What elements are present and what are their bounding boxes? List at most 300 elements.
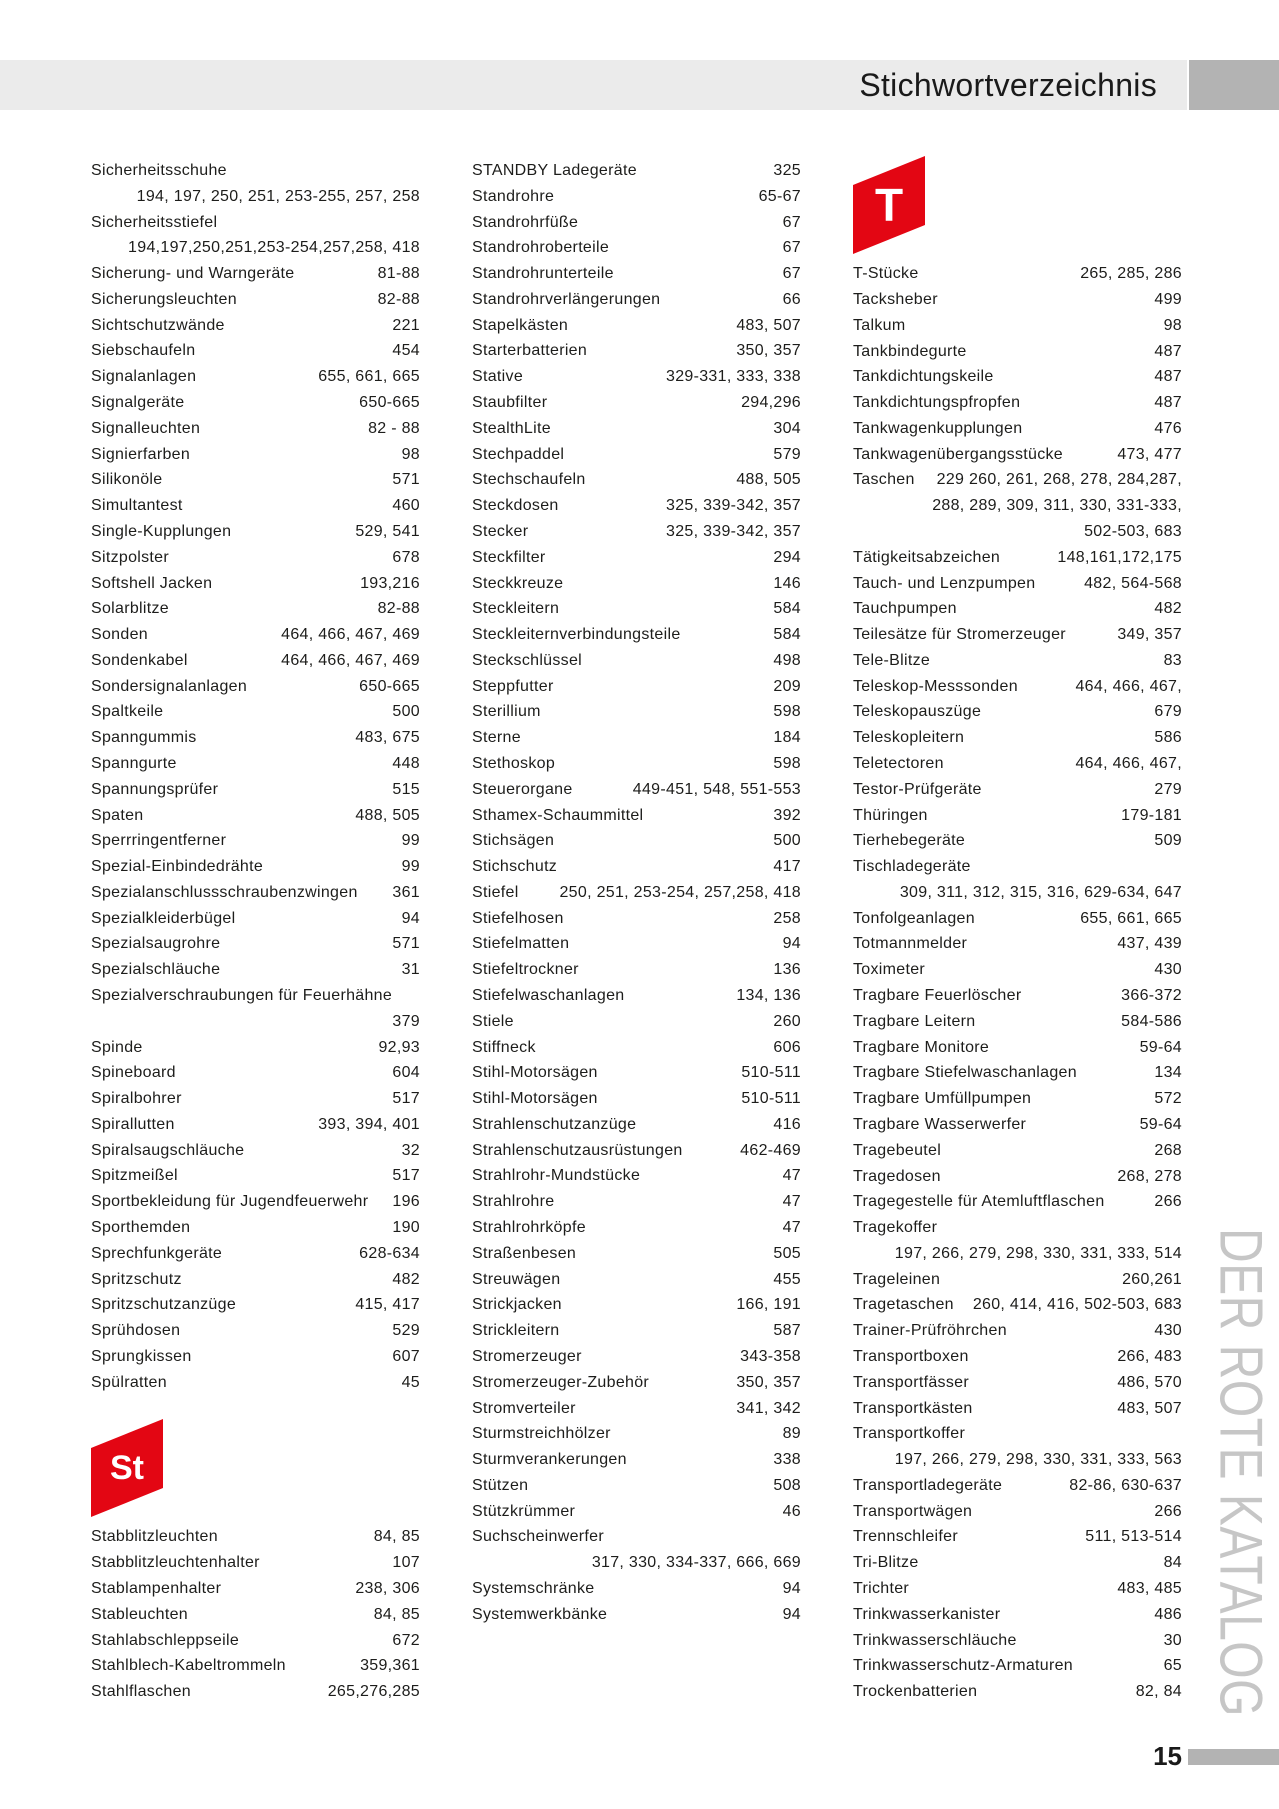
- index-entry: [472, 1396, 801, 1422]
- entry-pages: 487: [1154, 368, 1182, 386]
- index-entry: [853, 622, 1182, 648]
- index-entry: [853, 1576, 1182, 1602]
- entry-pages: 361: [392, 883, 420, 901]
- index-entry: [853, 339, 1182, 365]
- entry-pages: 67: [782, 213, 801, 231]
- index-entry: [853, 1499, 1182, 1525]
- entry-term: Sondersignalanlagen: [91, 677, 248, 695]
- entry-term: Tankbindegurte: [853, 342, 967, 360]
- entry-term: Stichsägen: [472, 832, 555, 850]
- entry-term: Spritzschutz: [91, 1270, 182, 1288]
- index-entry: [472, 1138, 801, 1164]
- entry-pages: 260, 414, 416, 502-503, 683: [972, 1296, 1182, 1314]
- entry-pages: 464, 466, 467,: [1075, 677, 1182, 695]
- entry-term: Spritzschutzanzüge: [91, 1296, 237, 1314]
- entry-term: Sonden: [91, 626, 148, 644]
- entry-pages: 430: [1154, 1322, 1182, 1340]
- entry-term: Transportfässer: [853, 1373, 969, 1391]
- entry-list-t: [853, 261, 1182, 1705]
- index-entry: [853, 1292, 1182, 1318]
- entry-pages: 672: [392, 1631, 420, 1649]
- entry-term: Transportwägen: [853, 1502, 973, 1520]
- index-entry: [853, 957, 1182, 983]
- index-entry: [853, 725, 1182, 751]
- entry-pages: 628-634: [359, 1244, 420, 1262]
- entry-pages: 448: [392, 754, 420, 772]
- entry-pages: 341, 342: [736, 1399, 801, 1417]
- entry-pages: 598: [773, 754, 801, 772]
- entry-pages: 194,197,250,251,253-254,257,258, 418: [128, 239, 420, 257]
- entry-pages: 587: [773, 1322, 801, 1340]
- entry-term: Streuwägen: [472, 1270, 561, 1288]
- entry-term: Siebschaufeln: [91, 342, 196, 360]
- entry-pages: 571: [392, 935, 420, 953]
- entry-term: Tri-Blitze: [853, 1554, 919, 1572]
- entry-term: Transportkoffer: [853, 1425, 966, 1443]
- index-entry: [853, 1602, 1182, 1628]
- entry-term: Stative: [472, 368, 524, 386]
- index-entry: [472, 622, 801, 648]
- index-entry: [472, 416, 801, 442]
- index-entry: [91, 983, 420, 1009]
- entry-term: Sitzpolster: [91, 548, 169, 566]
- index-entry: [853, 1086, 1182, 1112]
- entry-pages: 655, 661, 665: [318, 368, 420, 386]
- entry-pages: 515: [392, 780, 420, 798]
- entry-term: Tele-Blitze: [853, 651, 931, 669]
- entry-term: Spanngummis: [91, 729, 197, 747]
- index-entry: [853, 1628, 1182, 1654]
- entry-pages: 508: [773, 1476, 801, 1494]
- entry-pages: 499: [1154, 290, 1182, 308]
- index-entry: [91, 1086, 420, 1112]
- entry-pages: 83: [1163, 651, 1182, 669]
- entry-term: Starterbatterien: [472, 342, 588, 360]
- index-entry: [472, 1370, 801, 1396]
- entry-pages: 47: [782, 1167, 801, 1185]
- index-entry: [853, 854, 1182, 880]
- entry-pages: 98: [401, 445, 420, 463]
- entry-pages: 464, 466, 467, 469: [281, 651, 420, 669]
- index-entry: [853, 931, 1182, 957]
- entry-term: Steckfilter: [472, 548, 546, 566]
- entry-term: Totmannmelder: [853, 935, 968, 953]
- index-entry: [853, 261, 1182, 287]
- index-entry: [853, 313, 1182, 339]
- entry-pages: 136: [773, 961, 801, 979]
- entry-term: Spitzmeißel: [91, 1167, 178, 1185]
- index-entry: [472, 1163, 801, 1189]
- entry-term: Tragbare Feuerlöscher: [853, 987, 1022, 1005]
- index-entry: [91, 364, 420, 390]
- entry-term: Tragbare Wasserwerfer: [853, 1115, 1027, 1133]
- index-entry: [472, 596, 801, 622]
- entry-pages: 483, 675: [355, 729, 420, 747]
- entry-pages: 572: [1154, 1090, 1182, 1108]
- entry-term: Sprühdosen: [91, 1322, 181, 1340]
- entry-term: Systemwerkbänke: [472, 1605, 608, 1623]
- entry-pages: 59-64: [1139, 1115, 1182, 1133]
- entry-term: Stahlflaschen: [91, 1683, 191, 1701]
- entry-pages: 571: [392, 471, 420, 489]
- entry-term: Trageleinen: [853, 1270, 941, 1288]
- entry-term: Stiefelwaschanlagen: [472, 987, 625, 1004]
- entry-term: Standrohroberteile: [472, 239, 610, 257]
- entry-pages: 517: [392, 1090, 420, 1108]
- entry-pages: 279: [1154, 780, 1182, 798]
- entry-pages: 67: [782, 265, 801, 283]
- entry-term: Spiralbohrer: [91, 1090, 182, 1108]
- entry-pages: 464, 466, 467, 469: [281, 626, 420, 644]
- entry-pages: 288, 289, 309, 311, 330, 331-333,: [932, 497, 1182, 515]
- entry-term: Tierhebegeräte: [853, 832, 966, 850]
- entry-term: Sturmstreichhölzer: [472, 1425, 611, 1443]
- entry-pages: 650-665: [359, 677, 420, 695]
- footer-bar: [1188, 1749, 1279, 1765]
- entry-term: Steckleiternverbindungsteile: [472, 626, 681, 644]
- index-entry: [853, 1060, 1182, 1086]
- entry-pages: 325, 339-342, 357: [666, 522, 801, 540]
- index-entry: [91, 493, 420, 519]
- index-entry-continuation: [853, 1447, 1182, 1473]
- entry-term: Steckkreuze: [472, 574, 564, 592]
- entry-term: Stihl-Motorsägen: [472, 1090, 598, 1108]
- entry-pages: 350, 357: [736, 342, 801, 360]
- index-entry: [472, 338, 801, 364]
- entry-term: Teletectoren: [853, 755, 944, 772]
- index-entry: [91, 931, 420, 957]
- index-entry: [472, 777, 801, 803]
- entry-term: Tragbare Stiefelwaschanlagen: [853, 1064, 1077, 1082]
- entry-pages: 250, 251, 253-254, 257,258, 418: [559, 883, 801, 901]
- entry-pages: 679: [1154, 703, 1182, 721]
- index-entry-continuation: [472, 1550, 801, 1576]
- entry-term: Tragegestelle für Atemluftflaschen: [853, 1193, 1105, 1211]
- entry-pages: 92,93: [378, 1038, 420, 1056]
- entry-pages: 309, 311, 312, 315, 316, 629-634, 647: [899, 883, 1182, 901]
- entry-term: Stahlabschleppseile: [91, 1631, 240, 1649]
- entry-pages: 500: [392, 703, 420, 721]
- entry-term: Trinkwasserschutz-Armaturen: [853, 1657, 1074, 1675]
- entry-term: Straßenbesen: [472, 1244, 577, 1262]
- index-entry: [91, 957, 420, 983]
- entry-term: Teilesätze für Stromerzeuger: [853, 626, 1066, 644]
- index-entry: [853, 828, 1182, 854]
- entry-term: Strahlenschutzanzüge: [472, 1115, 637, 1133]
- index-entry: [91, 1679, 420, 1705]
- entry-term: Sicherungsleuchten: [91, 290, 237, 308]
- entry-term: Solarblitze: [91, 600, 170, 618]
- entry-term: Sterne: [472, 729, 521, 747]
- entry-term: Spineboard: [91, 1064, 176, 1082]
- entry-term: Stiffneck: [472, 1038, 536, 1056]
- entry-pages: 134: [1154, 1064, 1182, 1082]
- entry-term: Systemschränke: [472, 1579, 595, 1597]
- entry-term: Tragetaschen: [853, 1296, 954, 1314]
- entry-term: Stechpaddel: [472, 445, 565, 463]
- entry-term: Spezialanschlussschraubenzwingen: [91, 883, 358, 901]
- entry-term: Standrohrfüße: [472, 213, 579, 231]
- index-entry: [472, 287, 801, 313]
- entry-term: Tragebeutel: [853, 1141, 942, 1159]
- index-entry-continuation: [91, 235, 420, 261]
- index-entry: [853, 1344, 1182, 1370]
- entry-term: Sicherheitsstiefel: [91, 213, 218, 231]
- index-entry-continuation: [91, 184, 420, 210]
- entry-pages: 511, 513-514: [1085, 1528, 1182, 1546]
- index-entry: [472, 1112, 801, 1138]
- entry-term: Sthamex-Schaummittel: [472, 806, 644, 824]
- entry-term: Tankdichtungspfropfen: [853, 394, 1021, 412]
- index-entry: [472, 313, 801, 339]
- index-entry: [472, 235, 801, 261]
- index-entry: [853, 467, 1182, 493]
- index-entry: [91, 803, 420, 829]
- entry-term: Stromerzeuger-Zubehör: [472, 1373, 650, 1391]
- entry-term: Steckdosen: [472, 497, 559, 515]
- page-number: 15: [1153, 1741, 1182, 1771]
- entry-pages: 134, 136: [736, 987, 801, 1004]
- entry-pages: 268: [1154, 1141, 1182, 1159]
- entry-pages: 510-511: [741, 1064, 801, 1082]
- entry-pages: 190: [392, 1219, 420, 1237]
- entry-term: Strickjacken: [472, 1296, 562, 1314]
- index-entry: [91, 777, 420, 803]
- index-entry: [853, 1138, 1182, 1164]
- entry-term: Sicherheitsschuhe: [91, 162, 227, 179]
- index-entry: [91, 725, 420, 751]
- index-entry: [91, 1035, 420, 1061]
- entry-pages: 366-372: [1121, 987, 1182, 1005]
- index-entry: [472, 1447, 801, 1473]
- entry-term: Stethoskop: [472, 754, 556, 772]
- entry-pages: 460: [392, 497, 420, 515]
- index-entry: [472, 803, 801, 829]
- entry-term: T-Stücke: [853, 265, 919, 283]
- index-entry: [472, 751, 801, 777]
- entry-term: Strahlrohrköpfe: [472, 1219, 586, 1237]
- entry-term: Stableuchten: [91, 1605, 189, 1623]
- index-entry: [853, 648, 1182, 674]
- entry-pages: 66: [782, 290, 801, 308]
- entry-term: Standrohrunterteile: [472, 265, 614, 283]
- entry-pages: 166, 191: [736, 1296, 801, 1314]
- entry-pages: 146: [773, 574, 801, 592]
- index-entry: [91, 210, 420, 236]
- index-column-right: [853, 158, 1182, 1705]
- entry-term: Transportladegeräte: [853, 1476, 1003, 1494]
- entry-term: Spezialsaugrohre: [91, 935, 221, 953]
- entry-pages: 476: [1154, 419, 1182, 437]
- index-entry: [91, 390, 420, 416]
- entry-pages: 482: [1154, 600, 1182, 618]
- entry-term: Teleskopleitern: [853, 729, 965, 747]
- entry-pages: 266: [1154, 1193, 1182, 1211]
- entry-term: Single-Kupplungen: [91, 522, 232, 540]
- index-entry: [472, 1602, 801, 1628]
- entry-pages: 45: [401, 1373, 420, 1391]
- entry-pages: 184: [773, 729, 801, 747]
- entry-pages: 483, 507: [1117, 1399, 1182, 1417]
- section-badge-st: [91, 1396, 420, 1525]
- entry-pages: 604: [392, 1064, 420, 1082]
- entry-term: Spirallutten: [91, 1115, 175, 1133]
- entry-term: Steckleitern: [472, 600, 560, 618]
- entry-pages: 483, 507: [736, 316, 801, 334]
- index-entry: [91, 1060, 420, 1086]
- entry-pages: 482: [392, 1270, 420, 1288]
- index-entry: [91, 1215, 420, 1241]
- index-entry: [472, 1060, 801, 1086]
- index-entry: [853, 1396, 1182, 1422]
- entry-term: Sperrringentferner: [91, 832, 227, 850]
- index-entry: [853, 1370, 1182, 1396]
- entry-term: Toximeter: [853, 961, 926, 979]
- entry-term: Signalanlagen: [91, 368, 197, 386]
- entry-term: Steppfutter: [472, 677, 554, 695]
- entry-pages: 517: [392, 1167, 420, 1185]
- index-entry: [853, 1267, 1182, 1293]
- entry-term: Spannungsprüfer: [91, 780, 219, 798]
- index-entry: [472, 1499, 801, 1525]
- entry-term: Steuerorgane: [472, 780, 573, 798]
- entry-term: Stabblitzleuchten: [91, 1528, 218, 1546]
- entry-pages: 265,276,285: [327, 1683, 420, 1701]
- entry-pages: 584-586: [1121, 1012, 1182, 1030]
- index-entry: [472, 1524, 801, 1550]
- index-entry: [91, 313, 420, 339]
- index-entry: [91, 1112, 420, 1138]
- entry-term: Tauch- und Lenzpumpen: [853, 574, 1036, 592]
- entry-pages: 221: [392, 316, 420, 334]
- entry-term: Sicherung- und Warngeräte: [91, 265, 295, 283]
- entry-term: Tätigkeitsabzeichen: [853, 548, 1001, 566]
- entry-term: Stechschaufeln: [472, 471, 586, 489]
- index-entry: [91, 1292, 420, 1318]
- index-column-left: [91, 158, 420, 1705]
- entry-term: Strahlenschutzausrüstungen: [472, 1141, 683, 1159]
- entry-term: Spezialkleiderbügel: [91, 909, 236, 927]
- index-entry: [91, 261, 420, 287]
- index-entry: [472, 828, 801, 854]
- entry-term: Stützkrümmer: [472, 1502, 576, 1520]
- entry-pages: 47: [782, 1219, 801, 1237]
- entry-pages: 193,216: [360, 574, 420, 592]
- entry-term: Signierfarben: [91, 445, 191, 463]
- entry-pages: 498: [773, 651, 801, 669]
- entry-pages: 325: [773, 162, 801, 179]
- index-entry: [853, 1524, 1182, 1550]
- entry-pages: 31: [401, 961, 420, 979]
- entry-list-st-continued: [472, 158, 801, 1628]
- entry-term: Testor-Prüfgeräte: [853, 780, 982, 798]
- entry-pages: 415, 417: [355, 1296, 420, 1314]
- entry-term: Sturmverankerungen: [472, 1451, 627, 1469]
- entry-pages: 94: [782, 935, 801, 953]
- index-entry: [91, 1576, 420, 1602]
- index-entry: [91, 467, 420, 493]
- entry-pages: 197, 266, 279, 298, 330, 331, 333, 514: [894, 1244, 1182, 1262]
- entry-pages: 82 - 88: [368, 419, 420, 437]
- entry-pages: 500: [773, 832, 801, 850]
- index-entry: [91, 571, 420, 597]
- entry-pages: 89: [782, 1425, 801, 1443]
- entry-pages: 194, 197, 250, 251, 253-255, 257, 258: [136, 187, 420, 205]
- entry-pages: 82-86, 630-637: [1069, 1476, 1182, 1494]
- index-entry: [91, 1653, 420, 1679]
- entry-term: Stiefelhosen: [472, 909, 564, 927]
- entry-term: Teleskop-Messsonden: [853, 677, 1018, 695]
- entry-term: Silikonöle: [91, 471, 163, 489]
- entry-list-st: [91, 1524, 420, 1704]
- entry-pages: 82, 84: [1135, 1683, 1182, 1701]
- index-entry: [853, 803, 1182, 829]
- entry-list-s: [91, 158, 420, 1396]
- entry-pages: 238, 306: [355, 1580, 420, 1597]
- entry-term: Tonfolgeanlagen: [853, 909, 975, 927]
- index-entry: [91, 1550, 420, 1576]
- entry-term: Trichter: [853, 1580, 910, 1597]
- entry-pages: 84, 85: [373, 1605, 420, 1623]
- entry-pages: 462-469: [740, 1141, 801, 1159]
- entry-pages: 107: [392, 1554, 420, 1572]
- entry-pages: 392: [773, 806, 801, 824]
- entry-pages: 260,261: [1122, 1270, 1182, 1288]
- index-entry: [91, 648, 420, 674]
- index-entry: [853, 390, 1182, 416]
- index-entry: [472, 1473, 801, 1499]
- entry-term: Standrohrverlängerungen: [472, 290, 661, 308]
- entry-pages: 430: [1154, 961, 1182, 979]
- entry-term: Stichschutz: [472, 858, 558, 876]
- entry-pages: 650-665: [359, 394, 420, 412]
- index-entry: [472, 519, 801, 545]
- index-entry: [472, 545, 801, 571]
- entry-term: Trainer-Prüfröhrchen: [853, 1322, 1007, 1340]
- index-entry: [853, 416, 1182, 442]
- entry-pages: 488, 505: [736, 471, 801, 489]
- entry-term: Suchscheinwerfer: [472, 1528, 604, 1546]
- entry-pages: 449-451, 548, 551-553: [632, 780, 801, 798]
- entry-term: Sichtschutzwände: [91, 316, 225, 334]
- index-entry: [472, 571, 801, 597]
- entry-pages: 586: [1154, 729, 1182, 747]
- entry-pages: 482, 564-568: [1084, 574, 1182, 592]
- index-entry: [91, 622, 420, 648]
- index-entry: [853, 1035, 1182, 1061]
- index-entry: [472, 1035, 801, 1061]
- index-entry: [853, 1421, 1182, 1447]
- index-entry: [853, 364, 1182, 390]
- entry-pages: 487: [1154, 394, 1182, 412]
- entry-term: Sportbekleidung für Jugendfeuerwehr: [91, 1193, 369, 1211]
- entry-term: Tragekoffer: [853, 1219, 938, 1237]
- entry-pages: 98: [1163, 316, 1182, 334]
- index-entry: [853, 906, 1182, 932]
- entry-pages: 30: [1163, 1631, 1182, 1649]
- index-entry: [472, 184, 801, 210]
- index-entry: [91, 906, 420, 932]
- entry-pages: 607: [392, 1347, 420, 1365]
- entry-term: Tankwagenübergangsstücke: [853, 445, 1064, 463]
- index-entry-continuation: [853, 880, 1182, 906]
- entry-term: Sprungkissen: [91, 1347, 192, 1365]
- index-entry: [91, 1628, 420, 1654]
- page-title: Stichwortverzeichnis: [859, 67, 1157, 103]
- index-entry: [853, 674, 1182, 700]
- index-entry: [91, 416, 420, 442]
- entry-term: Signalleuchten: [91, 419, 201, 437]
